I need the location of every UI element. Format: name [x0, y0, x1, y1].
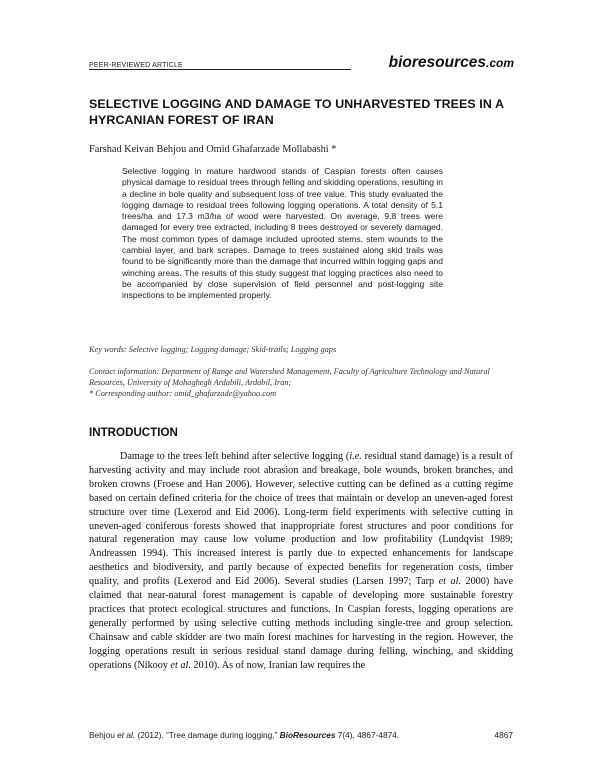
- intro-text-1: Damage to the trees left behind after selective logging (: [120, 451, 350, 462]
- brand-suffix: .com: [485, 56, 514, 70]
- introduction-paragraph: [89, 450, 513, 673]
- section-label: PEER-REVIEWED ARTICLE: [89, 62, 183, 69]
- footer-cite-etal: et al.: [117, 730, 136, 740]
- footer-cite-journal: BioResources: [279, 730, 336, 740]
- intro-etal-2: et al.: [170, 659, 191, 671]
- footer-cite-volume: 7(4), 4867-4874.: [335, 730, 400, 740]
- footer-cite-title: (2012). “Tree damage during logging,”: [135, 730, 280, 740]
- page-number: 4867: [494, 730, 513, 740]
- intro-text-4: 2010). As of now, Iranian law requires the: [190, 659, 366, 671]
- footer-cite-authors: Behjou: [89, 730, 118, 740]
- affiliation: Contact information: Department of Range and Watershed Management, Faculty of Agriculture Technology and Natural Resources, University of Mohaghegh Ardabili, Ardabil, Iran;: [89, 367, 490, 387]
- contact-information: [89, 366, 514, 399]
- abstract: Selective logging in mature hardwood stands of Caspian forests often causes physical damage to residual trees through felling and skidding operations, resulting in a decline in bole quality and subsequent loss of tree value. This study evaluated the logging damage to residual trees following logging operations. A total density of 5.1 trees/ha and 17.3 m3/ha of wood were harvested. On average, 9.8 trees were damaged for every tree extracted, including 8 trees destroyed or severely damaged. The most common types of damage included uprooted stems, stem wounds to the cambial layer, and bark scrapes. Damage to trees sustained along skid trails was found to be significantly more than the damage that incurred within logging gaps and winching areas. The results of this study suggest that logging practices also need to be accompanied by close supervision of field personnel and post-logging site inspections to be implemented properly.: [122, 166, 443, 301]
- intro-etal-1: et al: [438, 576, 459, 588]
- corresponding-author: * Corresponding author: omid_ghafarzade@yahoo.com: [89, 389, 277, 398]
- brand-name: bioresources: [388, 54, 486, 71]
- introduction-heading: INTRODUCTION: [89, 426, 178, 439]
- keywords: Key words: Selective logging; Logging damage; Skid-trails; Logging gaps: [89, 345, 337, 354]
- article-title: SELECTIVE LOGGING AND DAMAGE TO UNHARVESTED TREES IN A HYRCANIAN FOREST OF IRAN: [89, 97, 504, 127]
- author-list: Farshad Keivan Behjou and Omid Ghafarzade Mollabashi *: [89, 144, 337, 155]
- intro-ie: i.e.: [349, 451, 362, 462]
- page-header: [89, 50, 514, 72]
- footer-citation: [89, 730, 399, 740]
- intro-text-3: . 2000) have claimed that near-natural forest management is capable of developing more sustainable forestry practices that protect ecological structures and functions. In Caspian forests, logging operations are generally performed by using selective cutting methods including single-tree and group selection. Chainsaw and cable skidder are two main forest machines for harvesting in the region. However, the logging operations result in serious residual stand damage during felling, winching, and skidding operations (Nikooy: [89, 576, 513, 671]
- intro-text-2: residual stand damage) is a result of harvesting activity and may include root abrasion and breakage, bole wounds, broken branches, and broken crowns (Froese and Han 2006). However, selective cutting can be defined as a cutting regime based on certain defined criteria for the choice of trees that maintain or develop an uneven-aged forest structure over time (Lexerod and Eid 2006). Long-term field experiments with selective cutting in uneven-aged coniferous forests showed that inappropriate forest structures and poor conditions for natural regeneration may cause low volume production and low profitability (Lundqvist 1989; Andreassen 1994). This increased interest is partly due to expected enhancements for landscape aesthetics and biodiversity, and partly because of expected benefits for regeneration costs, timber quality, and profits (Lexerod and Eid 2006). Several studies (Larsen 1997; Tarp: [89, 451, 513, 588]
- page-footer: [89, 730, 513, 744]
- header-rule: [89, 69, 351, 70]
- brand-logo: [389, 54, 514, 72]
